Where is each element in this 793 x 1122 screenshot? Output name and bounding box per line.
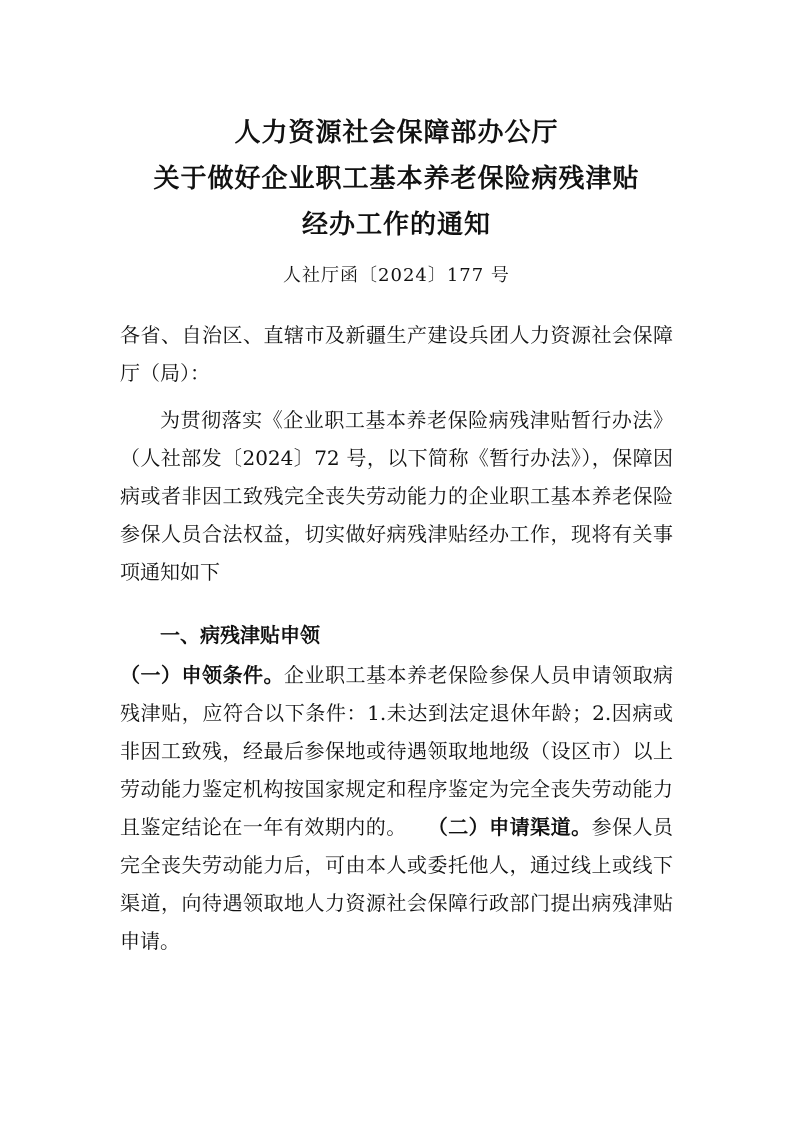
item-1-text: 企业职工基本养老保险参保人员申请领取病残津贴，应符合以下条件：1.未达到法定退休年龄；2.因病或非因工致残，经最后参保地或待遇领取地地级（设区市）以上劳动能力鉴定机构按国家规定和程序鉴定为完全丧失劳动能力且鉴定结论在一年有效期内的。 (120, 663, 673, 839)
document-title-line-3: 经办工作的通知 (301, 210, 491, 240)
section-body (120, 656, 673, 960)
item-2-text: 参保人员完全丧失劳动能力后，可由本人或委托他人，通过线上或线下渠道，向待遇领取地人力资源社会保障行政部门提出病残津贴申请。 (120, 815, 674, 953)
document-number: 人社厅函〔2024〕177 号 (283, 265, 510, 286)
document-title-line-2: 关于做好企业职工基本养老保险病残津贴 (153, 164, 640, 194)
document-title-line-1: 人力资源社会保障部办公厅 (234, 118, 559, 148)
item-2-label: （二）申请渠道。 (437, 815, 592, 839)
item-separator (397, 815, 438, 839)
addressee: 各省、自治区、直辖市及新疆生产建设兵团人力资源社会保障厅（局）： (120, 323, 673, 385)
intro-paragraph: 为贯彻落实《企业职工基本养老保险病残津贴暂行办法》（人社部发〔2024〕72 号，以下简称《暂行办法》），保障因病或者非因工致残完全丧失劳动能力的企业职工基本养老保险参保人员合法权益，切实做好病残津贴经办工作，现将有关事项通知如下 (120, 408, 673, 584)
item-1-label: （一）申领条件。 (120, 663, 284, 687)
section-heading: 一、病残津贴申领 (160, 623, 320, 647)
